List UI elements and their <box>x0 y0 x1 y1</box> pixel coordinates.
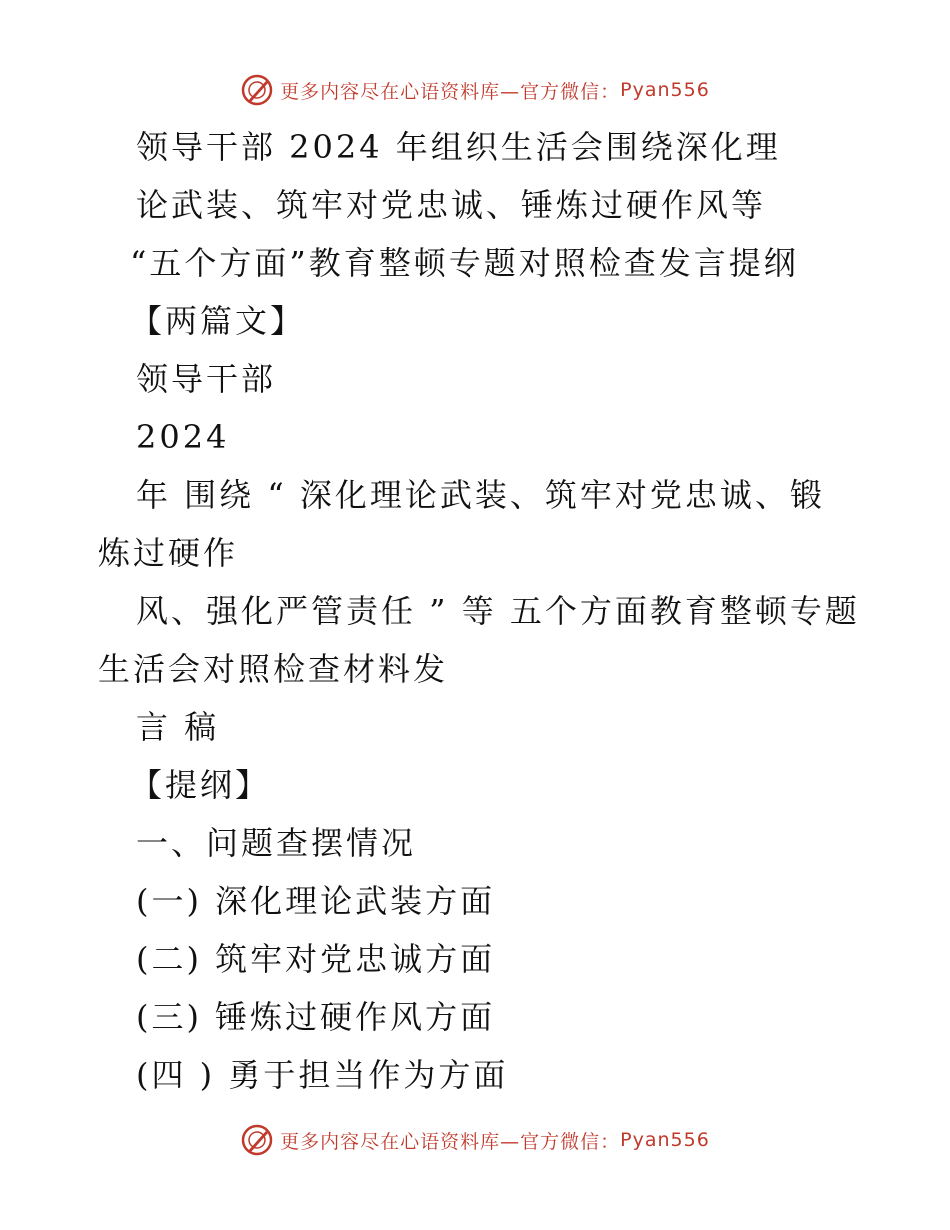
header-watermark-banner <box>0 70 950 110</box>
title-line-3: “五个方面”教育整顿专题对照检查发言提纲 <box>130 244 799 282</box>
pen-logo-icon <box>240 73 274 107</box>
footer-watermark-banner <box>0 1120 950 1160</box>
body-line-year: 2024 <box>136 418 230 456</box>
outline-item-1: (一) 深化理论武装方面 <box>136 882 496 920</box>
body-line-style: 风、强化严管责任 ” 等 五个方面教育整顿专题 <box>136 592 860 630</box>
outline-heading: 【提纲】 <box>130 766 271 804</box>
banner-wechat-id: Pyan556 <box>620 1129 710 1151</box>
title-line-1: 领导干部 2024 年组织生活会围绕深化理 <box>136 128 781 166</box>
body-line-around: 年 围绕 “ 深化理论武装、筑牢对党忠诚、锻 <box>136 476 825 514</box>
outline-item-4: (四 ) 勇于担当作为方面 <box>136 1056 509 1094</box>
banner-text: 更多内容尽在心语资料库—官方微信： <box>280 80 621 103</box>
banner-text: 更多内容尽在心语资料库—官方微信： <box>280 1130 621 1153</box>
body-line-speech: 言 稿 <box>136 708 220 746</box>
outline-item-2: (二) 筑牢对党忠诚方面 <box>136 940 496 978</box>
title-line-2: 论武装、筑牢对党忠诚、锤炼过硬作风等 <box>136 186 767 224</box>
subtitle-two-articles: 【两篇文】 <box>130 302 306 340</box>
body-line-leader: 领导干部 <box>136 360 277 398</box>
pen-logo-icon <box>240 1123 274 1157</box>
document-body <box>0 118 950 1104</box>
outline-item-3: (三) 锤炼过硬作风方面 <box>136 998 496 1036</box>
banner-wechat-id: Pyan556 <box>620 79 710 101</box>
section-heading-1: 一、问题查摆情况 <box>136 824 417 862</box>
body-line-meeting: 生活会对照检查材料发 <box>98 650 449 688</box>
body-line-temper: 炼过硬作 <box>98 534 239 572</box>
